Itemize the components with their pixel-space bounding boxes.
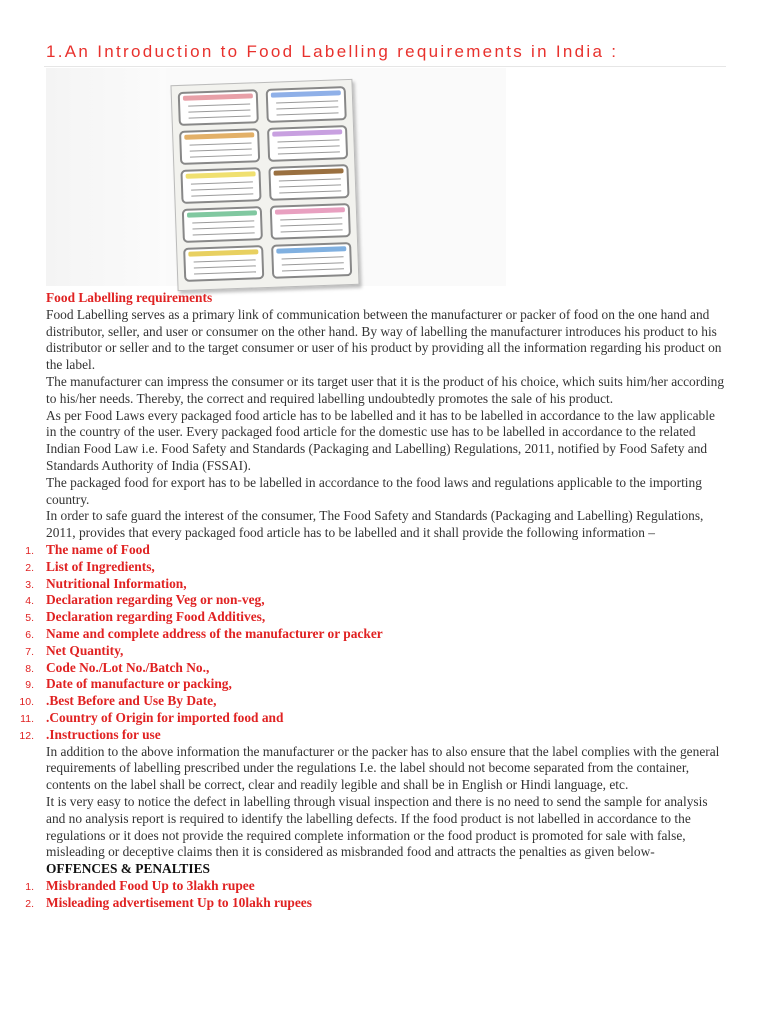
requirements-list — [19, 541, 726, 744]
list-item — [19, 693, 726, 710]
label-tag-icon — [267, 125, 348, 162]
label-tag-icon — [178, 89, 259, 126]
paragraph: As per Food Laws every packaged food article has to be labelled and it has to be labelled in accordance to the law applicable in the country of the user. Every packaged food article for the domestic use has to be labelled in accordance to the related Indian Food Law i.e. Food Safety and Standards (Packaging and Labelling) Regulations, 2011, notified by Food Safety and Standards Authority of India (FSSAI). — [46, 407, 715, 473]
paragraph: In order to safe guard the interest of the consumer, The Food Safety and Standards (Packaging and Labelling) Regulations, 2011, provides that every packaged food article has to be labelled and it shall provide the following information – — [46, 508, 704, 541]
list-item-text: Nutritional Information, — [46, 575, 187, 591]
label-tag-icon — [179, 128, 260, 165]
paragraph: It is very easy to notice the defect in labelling through visual inspection and there is no need to send the sample for analysis and no analysis report is required to identify the labelling defects. If the food product is not labelled in accordance to the regulations or it does not provide the required complete information or the food product is promoted for sale with false, misleading or deceptive claims then it is considered as misbranded food and attracts the penalties as given below- — [46, 793, 708, 860]
image-blur-background — [46, 68, 166, 286]
list-number: 8. — [25, 662, 34, 675]
list-item-text: Date of manufacture or packing, — [46, 676, 232, 692]
list-item — [25, 609, 726, 626]
list-item-text: Misleading advertisement Up to 10lakh rupees — [46, 894, 312, 910]
paragraph: In addition to the above information the manufacturer or the packer has to also ensure that the label complies with the general requirements of labelling prescribed under the regulations I.e. the label should not become separated from the container, contents on the label shall be correct, clear and readily legible and shall be in English or Hindi language, etc. — [46, 743, 720, 793]
list-item — [20, 709, 726, 727]
label-tag-icon — [268, 164, 349, 201]
list-item-text: The name of Food — [46, 541, 150, 557]
penalties-list — [25, 877, 726, 912]
list-number: 9. — [25, 679, 34, 692]
list-number: 2. — [25, 897, 34, 910]
list-number: 6. — [25, 628, 34, 641]
article-body — [19, 290, 726, 911]
list-number: 1. — [25, 544, 34, 557]
list-item — [25, 575, 726, 593]
list-item-text: .Country of Origin for imported food and — [46, 709, 284, 725]
list-number: 11. — [20, 712, 34, 725]
list-number: 12. — [19, 729, 34, 742]
list-item-text: Name and complete address of the manufacturer or packer — [46, 625, 383, 641]
title-divider — [44, 66, 726, 67]
list-number: 7. — [25, 645, 34, 658]
list-item — [19, 726, 726, 744]
section-heading-penalties: OFFENCES & PENALTIES — [46, 861, 210, 877]
list-number: 2. — [25, 561, 34, 574]
label-tag-icon — [183, 245, 264, 282]
list-item — [25, 642, 726, 660]
list-item — [25, 676, 726, 693]
list-item — [25, 877, 726, 895]
label-sheet-illustration — [170, 79, 359, 291]
list-number: 1. — [25, 880, 34, 893]
list-item-text: .Best Before and Use By Date, — [46, 693, 217, 709]
list-item — [25, 659, 726, 677]
label-tag-icon — [182, 206, 263, 243]
list-item-text: Code No./Lot No./Batch No., — [46, 659, 210, 675]
paragraph: Food Labelling serves as a primary link of communication between the manufacturer or packer of food on the one hand and distributor, seller, and user or consumer on the other hand. By way of labelling the manufacturer introduces his product to his distributor or seller and to the target consumer or user of his product by providing all the information regarding his product on the label. — [46, 306, 722, 373]
list-item-text: Declaration regarding Veg or non-veg, — [46, 592, 265, 608]
list-item — [25, 541, 726, 559]
list-number: 4. — [25, 595, 34, 608]
label-tag-icon — [270, 203, 351, 240]
list-item — [25, 625, 726, 643]
section-heading-labelling: Food Labelling requirements — [46, 290, 213, 305]
list-item — [25, 894, 726, 912]
list-item-text: List of Ingredients, — [46, 558, 155, 574]
list-number: 3. — [25, 578, 34, 591]
label-tag-icon — [266, 86, 347, 123]
paragraph: The packaged food for export has to be labelled in accordance to the food laws and regulations applicable to the importing country. — [46, 474, 702, 507]
paragraph: The manufacturer can impress the consumer or its target user that it is the product of his choice, which suits him/her according to his/her needs. Thereby, the correct and required labelling undoubtedly promotes the sale of his product. — [46, 373, 725, 406]
list-item-text: Net Quantity, — [46, 642, 124, 658]
label-tag-icon — [271, 242, 352, 279]
list-number: 10. — [19, 696, 34, 709]
label-tag-icon — [180, 167, 261, 204]
list-item — [25, 558, 726, 576]
page-title: 1.An Introduction to Food Labelling requirements in India : — [46, 42, 619, 61]
list-number: 5. — [25, 612, 34, 625]
list-item-text: .Instructions for use — [46, 726, 161, 742]
list-item — [25, 592, 726, 609]
list-item-text: Misbranded Food Up to 3lakh rupee — [46, 877, 255, 893]
list-item-text: Declaration regarding Food Additives, — [46, 609, 266, 625]
